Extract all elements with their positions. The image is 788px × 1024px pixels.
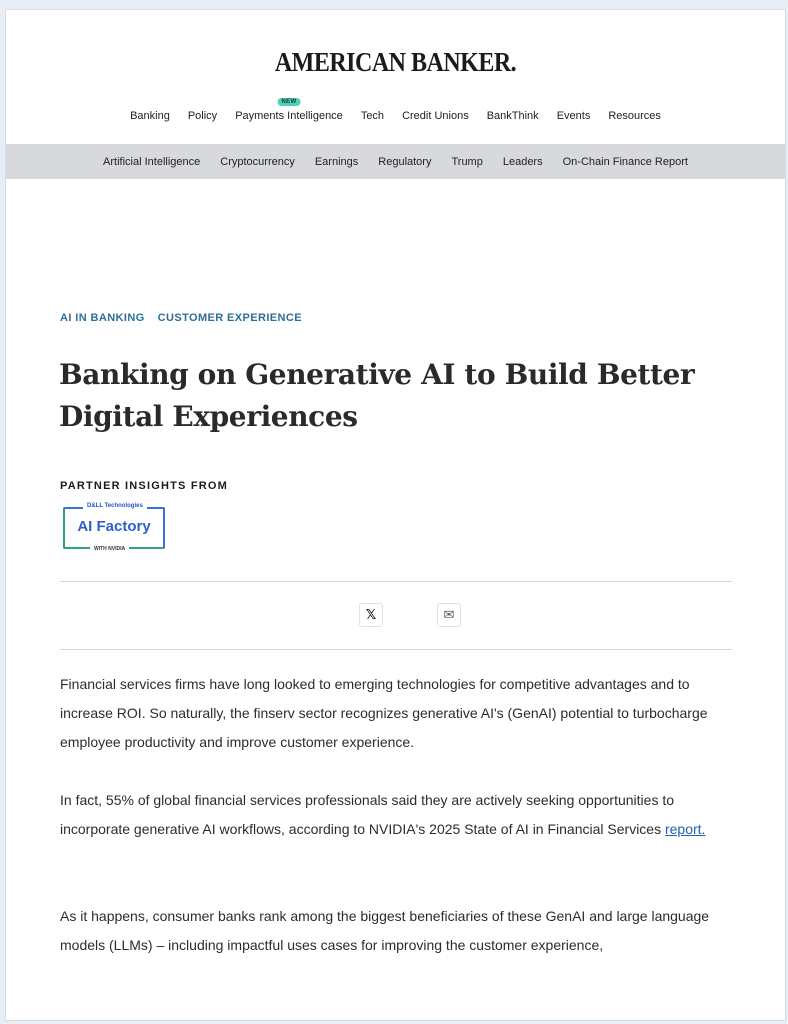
subnav-item-on-chain-finance-report[interactable]: On-Chain Finance Report (562, 155, 688, 168)
tag-ai-in-banking[interactable]: AI IN BANKING (60, 312, 145, 324)
nav-item-credit-unions[interactable]: Credit Unions (402, 110, 469, 122)
page (5, 9, 786, 1021)
nav-item-banking[interactable]: Banking (130, 110, 170, 122)
main-nav (6, 99, 785, 122)
report-link[interactable]: report. (664, 821, 706, 837)
article-paragraph-2 (60, 786, 740, 844)
paragraph-text: Financial services firms have long looked to emerging technologies for competitive advantages and to increase ROI. So naturally, the finserv sector recognizes generative AI's (GenAI) potential to turbocharge employee productivity and improve customer experience. (60, 676, 708, 750)
nav-item-events[interactable]: Events (556, 110, 591, 122)
subnav-item-cryptocurrency[interactable]: Cryptocurrency (220, 155, 295, 168)
subnav-item-leaders[interactable]: Leaders (502, 155, 543, 168)
nav-item-label: Payments Intelligence (235, 110, 343, 122)
paragraph-text: As it happens, consumer banks rank among the biggest beneficiaries of these GenAI and large language models (LLMs) – including impactful uses cases for improving the customer experience, (60, 908, 710, 953)
partner-logo[interactable] (63, 503, 165, 552)
article-title: Banking on Generative AI to Build Better Digital Experiences (59, 358, 695, 433)
email-icon: ✉ (443, 607, 455, 622)
subnav-item-earnings[interactable]: Earnings (314, 155, 359, 168)
partner-logo-main: AI Factory (77, 518, 151, 535)
nav-item-payments-intelligence[interactable] (226, 99, 352, 122)
share-x-button[interactable] (359, 603, 383, 627)
subnav-item-trump[interactable]: Trump (451, 155, 483, 168)
partner-insights-label: PARTNER INSIGHTS FROM (60, 480, 228, 492)
nav-item-tech[interactable]: Tech (360, 110, 385, 122)
sub-nav (6, 144, 785, 179)
subnav-item-regulatory[interactable]: Regulatory (378, 155, 432, 168)
paragraph-text: In fact, 55% of global financial services professionals said they are actively seeking opportunities to incorporate generative AI workflows, according to NVIDIA's 2025 State of AI in Financial Services (60, 792, 675, 837)
divider (60, 581, 732, 582)
partner-logo-top: D&LL Technologies (83, 503, 147, 509)
x-icon: 𝕏 (365, 607, 377, 622)
article-tags (60, 312, 302, 324)
partner-logo-bottom: WITH NVIDIA (90, 546, 129, 552)
nav-item-policy[interactable]: Policy (187, 110, 218, 122)
article-paragraph-1 (60, 670, 740, 757)
subnav-item-artificial-intelligence[interactable]: Artificial Intelligence (103, 155, 201, 168)
new-badge: NEW (278, 98, 301, 106)
article-paragraph-3 (60, 902, 740, 960)
nav-item-bankthink[interactable]: BankThink (486, 110, 539, 122)
site-logo[interactable]: AMERICAN BANKER. (274, 47, 517, 78)
tag-customer-experience[interactable]: CUSTOMER EXPERIENCE (157, 312, 302, 324)
nav-item-resources[interactable]: Resources (608, 110, 661, 122)
share-email-button[interactable] (437, 603, 461, 627)
divider (60, 649, 732, 650)
